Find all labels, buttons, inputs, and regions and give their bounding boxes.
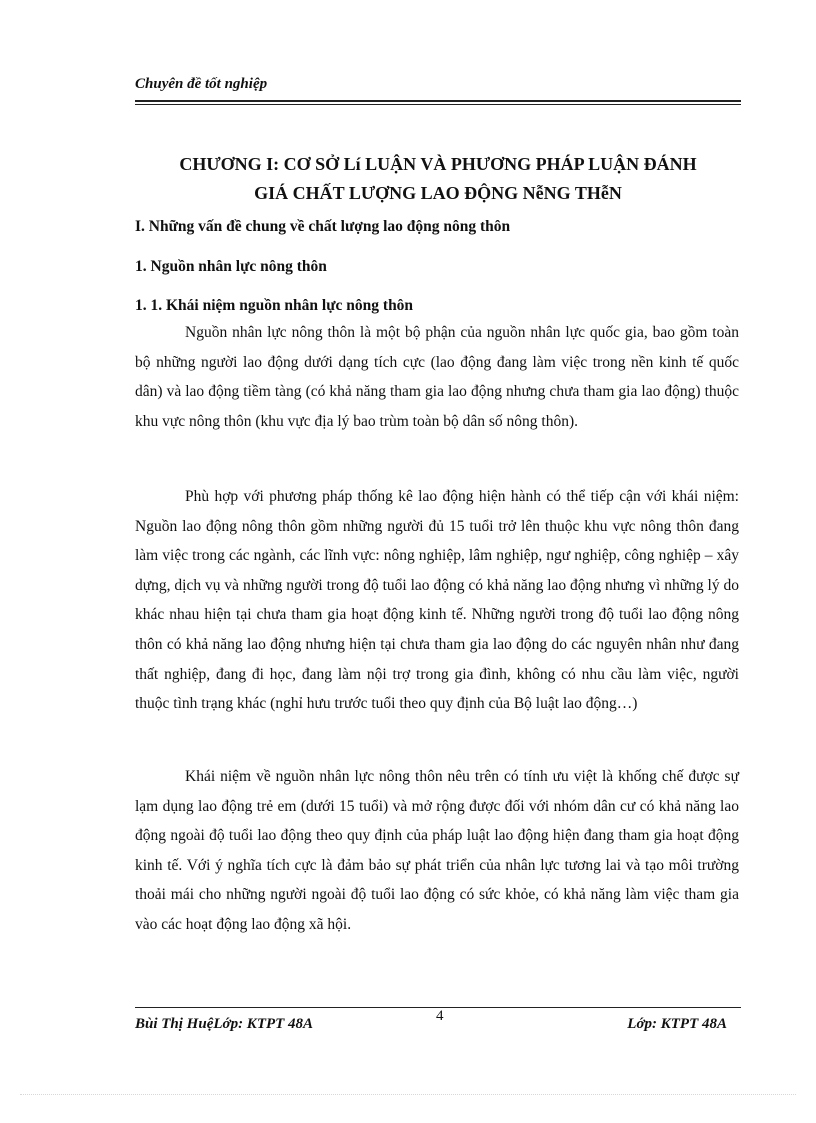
footer-class: Lớp: KTPT 48A — [627, 1016, 727, 1032]
section-heading-1-1-1: 1. 1. Khái niệm nguồn nhân lực nông thôn — [135, 297, 414, 314]
header-rule-thick — [135, 100, 741, 102]
running-header-title: Chuyên đề tốt nghiệp — [135, 76, 268, 92]
paragraph-1: Nguồn nhân lực nông thôn là một bộ phận của nguồn nhân lực quốc gia, bao gồm toàn bộ những người lao động dưới dạng tích cực (lao động đang làm việc trong nền kinh tế quốc dân) và lao động tiềm tàng (có khả năng tham gia lao động nhưng chưa tham gia lao động) thuộc khu vực nông thôn (khu vực địa lý bao trùm toàn bộ dân số nông thôn). — [135, 324, 739, 430]
header-rule-thin — [135, 104, 741, 105]
chapter-title — [120, 150, 756, 208]
section-heading-1-1: 1. Nguồn nhân lực nông thôn — [135, 258, 327, 275]
chapter-title-line-2: GIÁ CHẤT LƯỢNG LAO ĐỘNG NễNG THễN — [254, 183, 622, 203]
paragraph-3: Khái niệm về nguồn nhân lực nông thôn nêu trên có tính ưu việt là khống chế được sự lạm dụng lao động trẻ em (dưới 15 tuổi) và mở rộng được đối với nhóm dân cư có khả năng lao động ngoài độ tuổi lao động theo quy định của pháp luật lao động hiện đang tham gia hoạt động kinh tế. Với ý nghĩa tích cực là đảm bảo sự phát triển của nhân lực tương lai và tạo môi trường thoải mái cho những người ngoài độ tuổi lao động có sức khỏe, có khả năng làm việc tham gia vào các hoạt động lao động xã hội. — [135, 768, 739, 933]
page-number: 4 — [436, 1008, 444, 1024]
page-bottom-dotted-line — [20, 1094, 796, 1095]
section-heading-1: I. Những vấn đề chung về chất lượng lao động nông thôn — [135, 218, 511, 235]
footer-author-class: Bùi Thị HuệLớp: KTPT 48A — [135, 1016, 314, 1032]
paragraph-2: Phù hợp với phương pháp thống kê lao động hiện hành có thể tiếp cận với khái niệm: Nguồn lao động nông thôn gồm những người đủ 15 tuổi trở lên thuộc khu vực nông thôn đang làm việc trong các ngành, các lĩnh vực: nông nghiệp, lâm nghiệp, ngư nghiệp, công nghiệp – xây dựng, dịch vụ và những người trong độ tuổi lao động có khả năng lao động nhưng vì những lý do khác nhau hiện tại chưa tham gia hoạt động kinh tế. Những người trong độ tuổi lao động nông thôn có khả năng lao động nhưng hiện tại chưa tham gia lao động do các nguyên nhân như đang thất nghiệp, đang đi học, đang làm nội trợ trong gia đình, không có nhu cầu làm việc, người thuộc tình trạng khác (nghỉ hưu trước tuổi theo quy định của Bộ luật lao động…) — [135, 488, 739, 713]
chapter-title-line-1: CHƯƠNG I: CƠ SỞ Lí LUẬN VÀ PHƯƠNG PHÁP LUẬN ĐÁNH — [179, 154, 697, 174]
